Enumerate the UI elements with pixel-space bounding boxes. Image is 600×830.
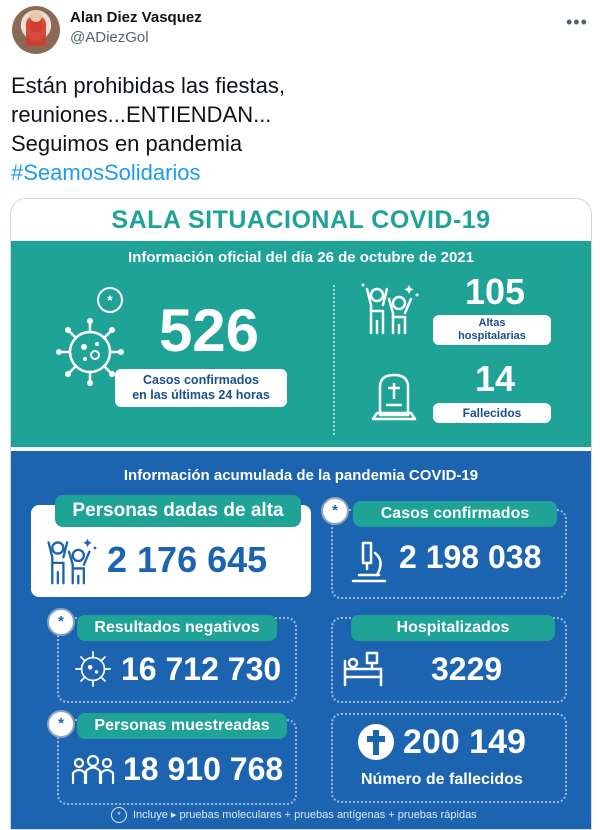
- people-group-icon: [69, 753, 117, 787]
- tombstone-icon: [371, 371, 417, 421]
- discharged-label: Personas dadas de alta: [55, 495, 301, 527]
- asterisk-icon: *: [321, 497, 349, 525]
- avatar[interactable]: [12, 6, 60, 54]
- daily-panel: [11, 241, 591, 447]
- celebrating-people-icon: [359, 281, 419, 337]
- confirmed-value: 2 198 038: [399, 539, 542, 575]
- author-name[interactable]: Alan Diez Vasquez: [70, 9, 202, 26]
- daily-cases-label-line-1: Casos confirmados: [142, 373, 259, 387]
- cumulative-panel: [11, 451, 591, 829]
- microscope-icon: [349, 537, 389, 587]
- cumulative-subtitle: Información acumulada de la pandemia COVID-19: [123, 467, 479, 484]
- hospitalized-value: 3229: [431, 651, 503, 687]
- discharged-value: 2 176 645: [107, 539, 268, 580]
- sampled-label: Personas muestreadas: [77, 713, 287, 739]
- hospitalized-label: Hospitalizados: [351, 615, 555, 641]
- tweet-media-image[interactable]: [10, 198, 592, 830]
- tweet-text: [11, 71, 571, 187]
- daily-discharged-value: 105: [464, 271, 526, 312]
- tweet-text-line-1: Están prohibidas las fiestas,: [11, 73, 285, 98]
- virus-icon: [73, 649, 113, 689]
- footnote-text: Incluye ▸ pruebas moleculares + pruebas antígenas + pruebas rápidas: [133, 809, 477, 821]
- infographic-title: SALA SITUACIONAL COVID-19: [111, 206, 491, 234]
- asterisk-icon: *: [97, 287, 123, 313]
- daily-deaths-value: 14: [474, 358, 516, 399]
- negatives-value: 16 712 730: [121, 651, 282, 687]
- daily-cases-value: 526: [158, 297, 260, 364]
- daily-discharged-label: [433, 315, 551, 345]
- tweet-text-line-2: reuniones...ENTIENDAN...: [11, 102, 272, 127]
- tweet-text-line-3: Seguimos en pandemia: [11, 131, 243, 156]
- cross-icon: [357, 723, 395, 761]
- deaths-value: 200 149: [403, 723, 526, 761]
- confirmed-label: Casos confirmados: [353, 501, 557, 527]
- daily-discharged-label-line-2: hospitalarias: [458, 330, 526, 342]
- asterisk-icon: *: [111, 807, 127, 823]
- deaths-label: Número de fallecidos: [361, 771, 523, 788]
- footnote: [111, 807, 511, 823]
- hospital-bed-icon: [341, 649, 385, 689]
- asterisk-icon: *: [47, 608, 75, 636]
- panel-divider: [333, 285, 336, 435]
- celebrating-people-icon: [41, 535, 97, 587]
- hashtag-link[interactable]: #SeamosSolidarios: [11, 160, 201, 185]
- daily-cases-label-line-2: en las últimas 24 horas: [132, 388, 270, 402]
- negatives-label: Resultados negativos: [77, 615, 277, 641]
- more-options-icon[interactable]: •••: [566, 12, 588, 32]
- daily-discharged-label-line-1: Altas: [478, 317, 506, 329]
- daily-deaths-label: Fallecidos: [433, 403, 551, 423]
- daily-cases-label: [115, 369, 287, 407]
- author-handle[interactable]: @ADiezGol: [70, 29, 149, 46]
- sampled-value: 18 910 768: [123, 751, 284, 787]
- asterisk-icon: *: [47, 710, 75, 738]
- daily-subtitle: Información oficial del día 26 de octubre de 2021: [128, 249, 474, 266]
